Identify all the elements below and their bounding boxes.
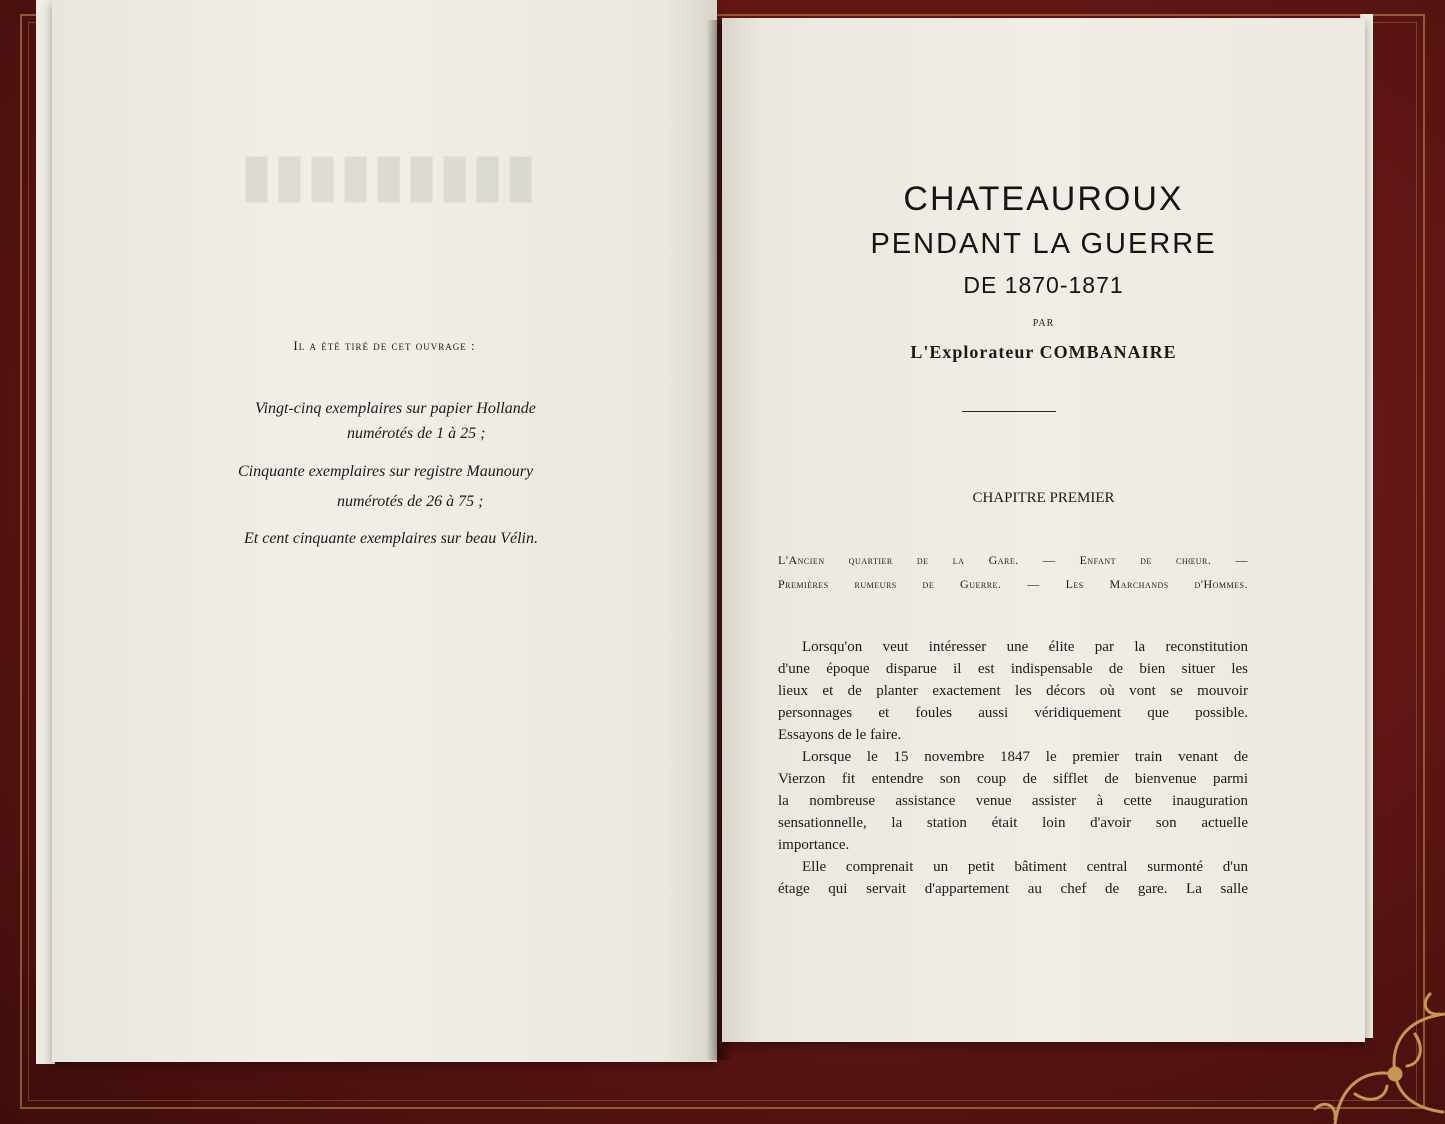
edition-line-4: numérotés de 26 à 75 ;	[337, 493, 484, 510]
edition-line-5: Et cent cinquante exemplaires sur beau Vélin.	[244, 530, 538, 547]
body-line: personnages et foules aussi véridiquement que possible.	[778, 705, 1248, 721]
body-line: sensationnelle, la station était loin d'avoir son actuelle	[778, 815, 1248, 831]
chapter-title: CHAPITRE PREMIER	[972, 490, 1115, 506]
body-line: étage qui servait d'appartement au chef de gare. La salle	[778, 881, 1248, 897]
body-line: Vierzon fit entendre son coup de sifflet de bienvenue parmi	[778, 771, 1248, 787]
right-page	[722, 18, 1365, 1042]
body-line: Lorsqu'on veut intéresser une élite par la reconstitution	[802, 639, 1248, 655]
body-line: la nombreuse assistance venue assister à cette inauguration	[778, 793, 1248, 809]
by-label: PAR	[1032, 318, 1055, 329]
chapter-summary-line-1: L'Ancien quartier de la Gare. — Enfant de chœur. —	[778, 553, 1248, 567]
book-title: CHATEAUROUX	[903, 180, 1184, 218]
chapter-summary-line-2: Premières rumeurs de Guerre. — Les Marchands d'Hommes.	[778, 577, 1248, 591]
body-line: importance.	[778, 837, 850, 853]
edition-line-2: numérotés de 1 à 25 ;	[347, 425, 486, 442]
edition-heading: Il a été tiré de cet ouvrage :	[293, 338, 476, 353]
body-line: Essayons de le faire.	[778, 727, 902, 743]
edition-line-1: Vingt-cinq exemplaires sur papier Hollande	[255, 400, 536, 417]
author-name: L'Explorateur COMBANAIRE	[910, 342, 1177, 362]
body-line: d'une époque disparue il est indispensable de bien situer les	[778, 661, 1248, 677]
left-page	[52, 0, 717, 1062]
book-date: DE 1870-1871	[963, 272, 1124, 298]
body-line: lieux et de planter exactement les décors où vont se mouvoir	[778, 683, 1248, 699]
body-line: Lorsque le 15 novembre 1847 le premier train venant de	[802, 749, 1248, 765]
body-line: Elle comprenait un petit bâtiment central surmonté d'un	[802, 859, 1248, 875]
edition-line-3: Cinquante exemplaires sur registre Maunoury	[238, 463, 534, 480]
title-divider	[962, 411, 1056, 412]
show-through-ghost: ▮▮▮▮▮▮▮▮▮	[240, 142, 538, 208]
book-subtitle: PENDANT LA GUERRE	[870, 228, 1217, 260]
